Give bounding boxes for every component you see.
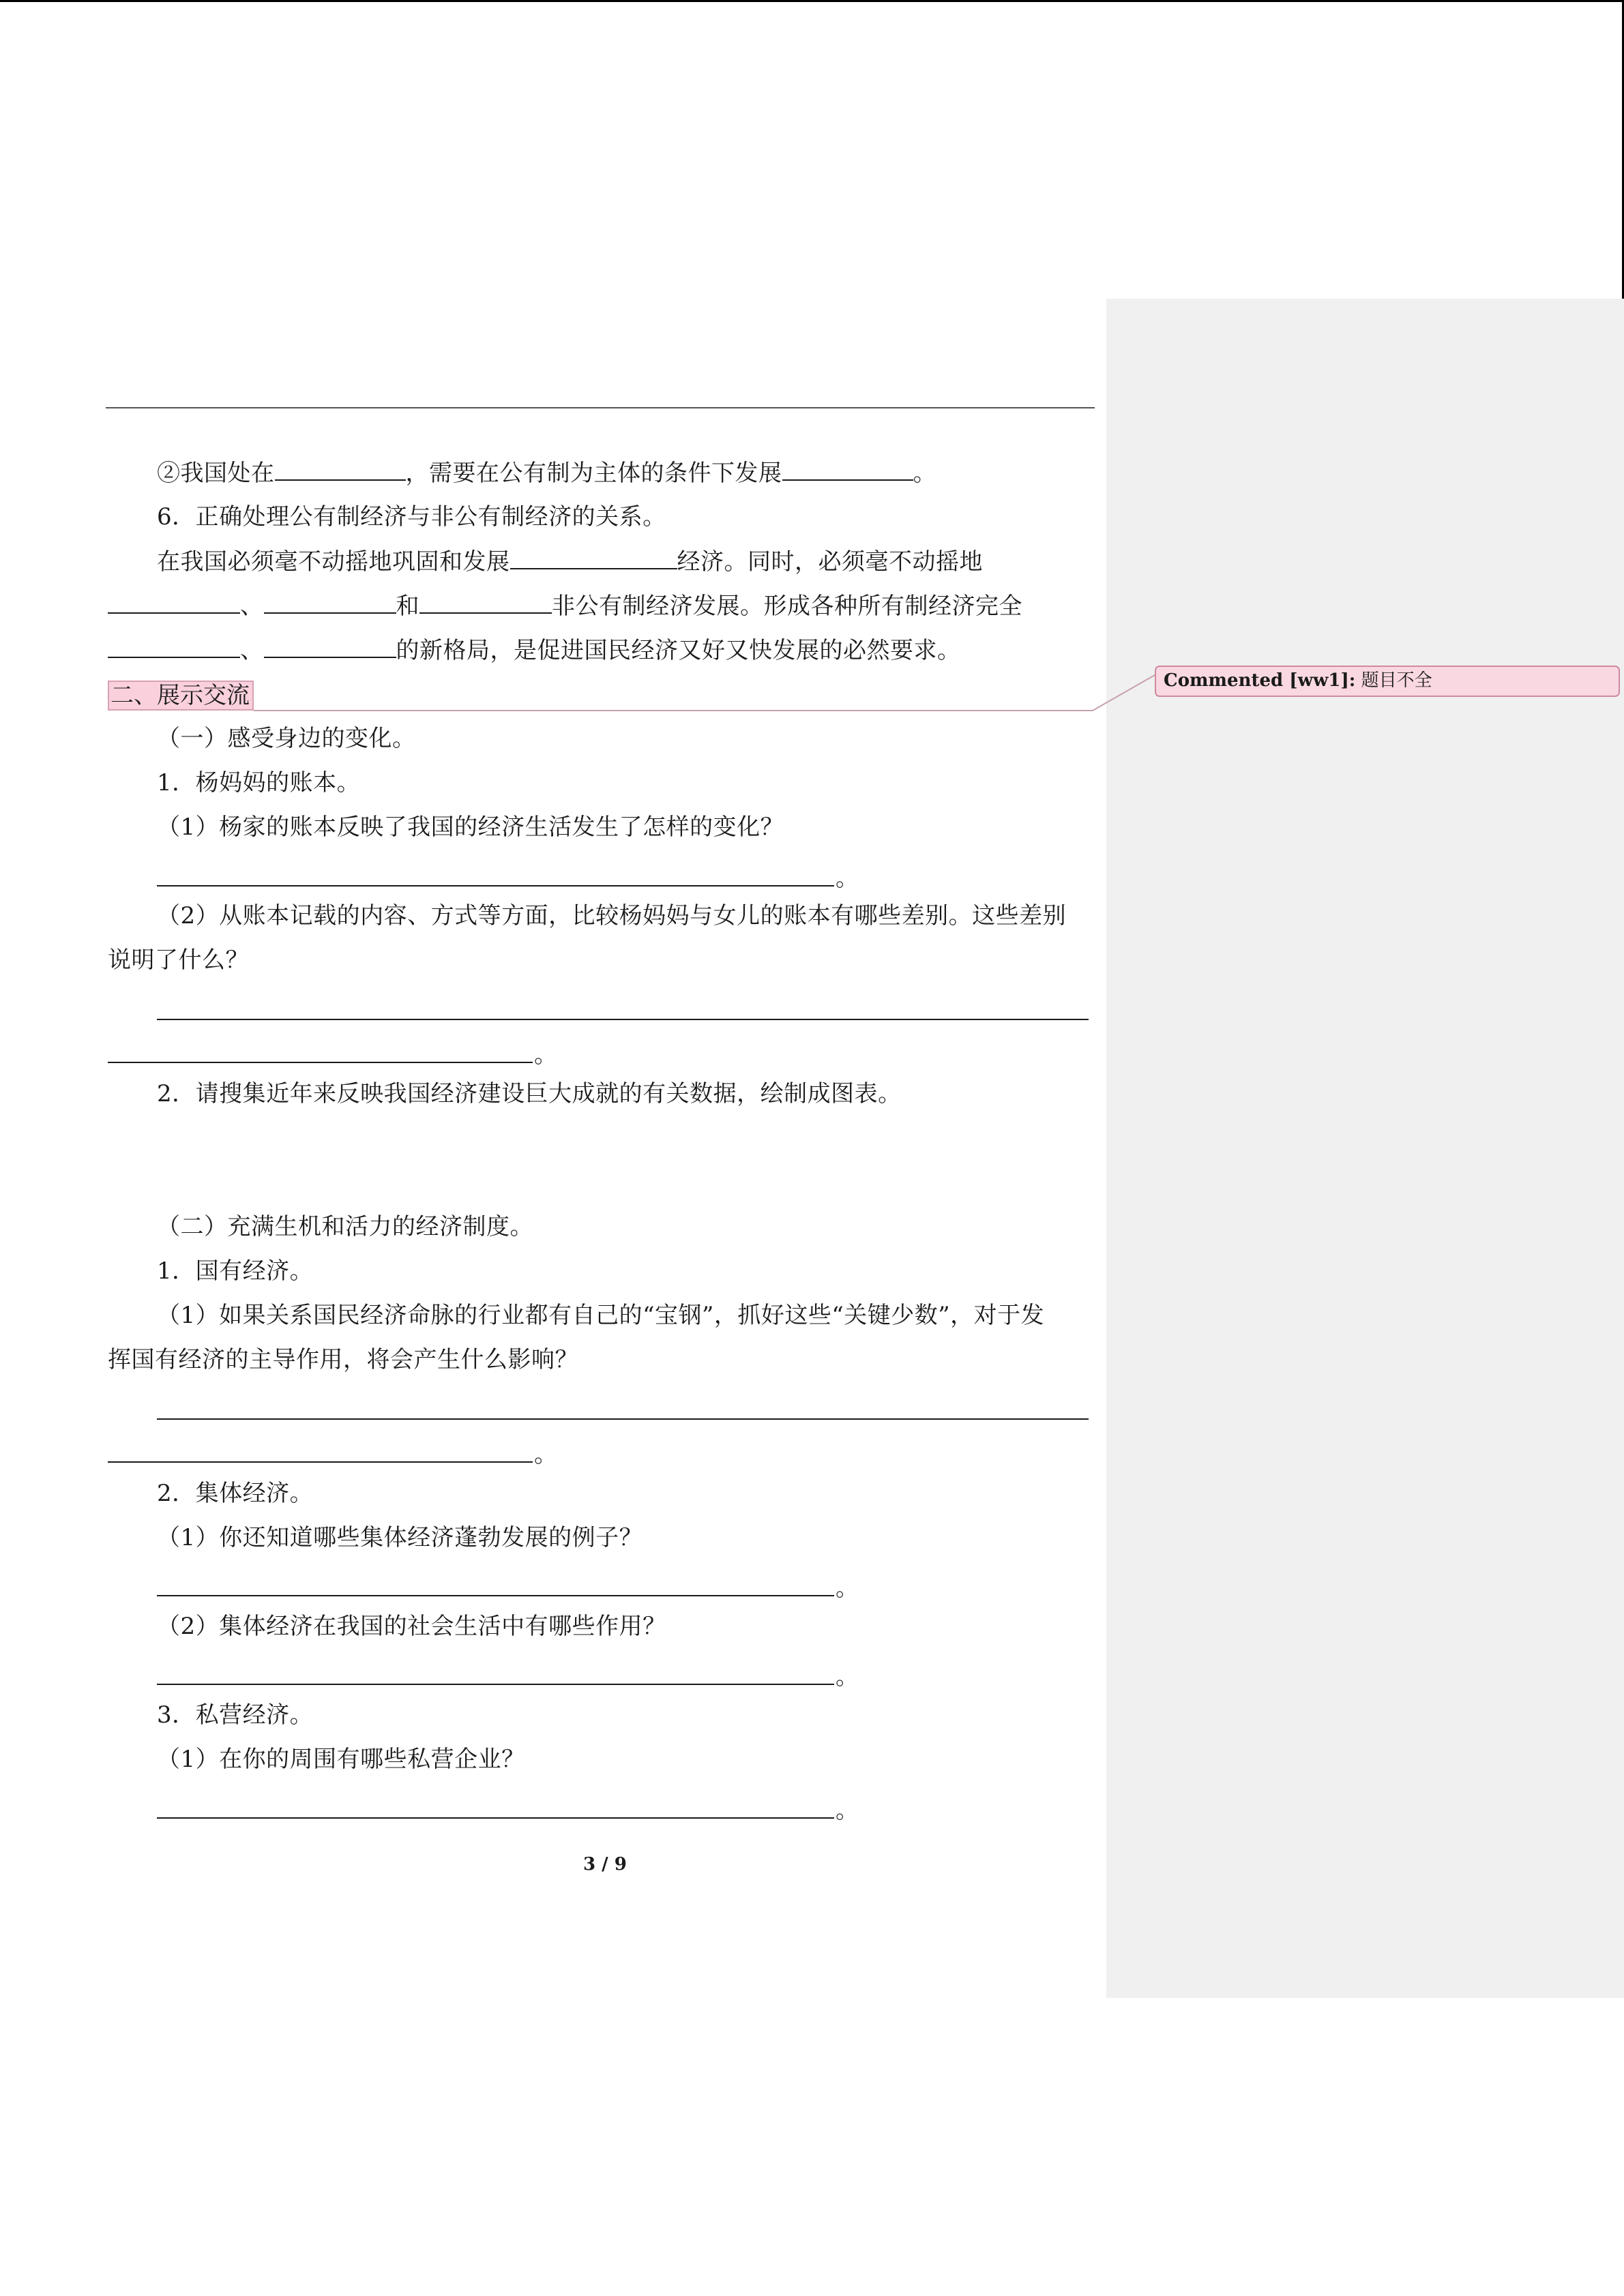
section-2-q1-line-2: 挥国有经济的主导作用，将会产生什么影响？ bbox=[108, 1346, 578, 1373]
para-a-start: 在我国必须毫不动摇地巩固和发展 bbox=[157, 548, 510, 576]
section-2-item-3: 3．私营经济。 bbox=[157, 1701, 314, 1729]
section-1-item-2: 2．请搜集近年来反映我国经济建设巨大成就的有关数据，绘制成图表。 bbox=[157, 1080, 902, 1107]
answer-line[interactable] bbox=[157, 1418, 1089, 1420]
section-heading: 二、展示交流 bbox=[110, 682, 250, 709]
comment-text: 题目不全 bbox=[1361, 670, 1432, 691]
comment-connector bbox=[0, 0, 1624, 750]
page-number: 3 / 9 bbox=[583, 1854, 627, 1875]
section-2-item-1: 1．国有经济。 bbox=[157, 1257, 314, 1285]
answer-line[interactable] bbox=[157, 1019, 1089, 1020]
answer-line[interactable] bbox=[157, 1595, 834, 1596]
para-c-end: 的新格局，是促进国民经济又好又快发展的必然要求。 bbox=[396, 637, 961, 664]
section-2-item-2: 2．集体经济。 bbox=[157, 1480, 314, 1507]
answer-line[interactable] bbox=[157, 1684, 834, 1685]
separator: 、 bbox=[240, 637, 264, 664]
period: 。 bbox=[534, 1441, 557, 1468]
comment-author-label: Commented [ww1]: bbox=[1164, 670, 1356, 691]
period: 。 bbox=[836, 865, 859, 892]
period: 。 bbox=[836, 1797, 859, 1824]
and-word: 和 bbox=[396, 593, 419, 620]
period: 。 bbox=[836, 1663, 859, 1690]
separator: 、 bbox=[240, 593, 264, 620]
section-2-q1-line-1: （1）如果关系国民经济命脉的行业都有自己的“宝钢”，抓好这些“关键少数”，对于发 bbox=[157, 1302, 1045, 1329]
section-2-item-2-q1: （1）你还知道哪些集体经济蓬勃发展的例子？ bbox=[157, 1524, 643, 1551]
item-2-mid: ，需要在公有制为主体的条件下发展 bbox=[405, 460, 782, 487]
answer-line[interactable] bbox=[108, 1461, 533, 1463]
period: 。 bbox=[534, 1041, 557, 1069]
section-1-q2-line-2: 说明了什么？ bbox=[108, 946, 249, 974]
section-2-item-2-q2: （2）集体经济在我国的社会生活中有哪些作用？ bbox=[157, 1613, 666, 1640]
section-1-title: （一）感受身边的变化。 bbox=[157, 725, 416, 752]
item-2-prefix: ②我国处在 bbox=[157, 460, 275, 487]
section-1-q1: （1）杨家的账本反映了我国的经济生活发生了怎样的变化？ bbox=[157, 814, 784, 841]
para-b-end: 非公有制经济发展。形成各种所有制经济完全 bbox=[552, 593, 1022, 620]
section-1-item-1: 1．杨妈妈的账本。 bbox=[157, 769, 361, 796]
comment-balloon[interactable] bbox=[1155, 666, 1620, 697]
item-6: 6．正确处理公有制经济与非公有制经济的关系。 bbox=[157, 503, 666, 531]
para-a-end: 经济。同时，必须毫不动摇地 bbox=[677, 548, 983, 576]
answer-line[interactable] bbox=[108, 1062, 533, 1063]
answer-line[interactable] bbox=[157, 885, 834, 886]
section-2-title: （二）充满生机和活力的经济制度。 bbox=[157, 1213, 533, 1240]
period: 。 bbox=[913, 460, 936, 487]
period: 。 bbox=[836, 1575, 859, 1602]
section-2-item-3-q1: （1）在你的周围有哪些私营企业？ bbox=[157, 1746, 525, 1773]
answer-line[interactable] bbox=[157, 1817, 834, 1819]
section-1-q2-line-1: （2）从账本记载的内容、方式等方面，比较杨妈妈与女儿的账本有哪些差别。这些差别 bbox=[157, 902, 1067, 929]
